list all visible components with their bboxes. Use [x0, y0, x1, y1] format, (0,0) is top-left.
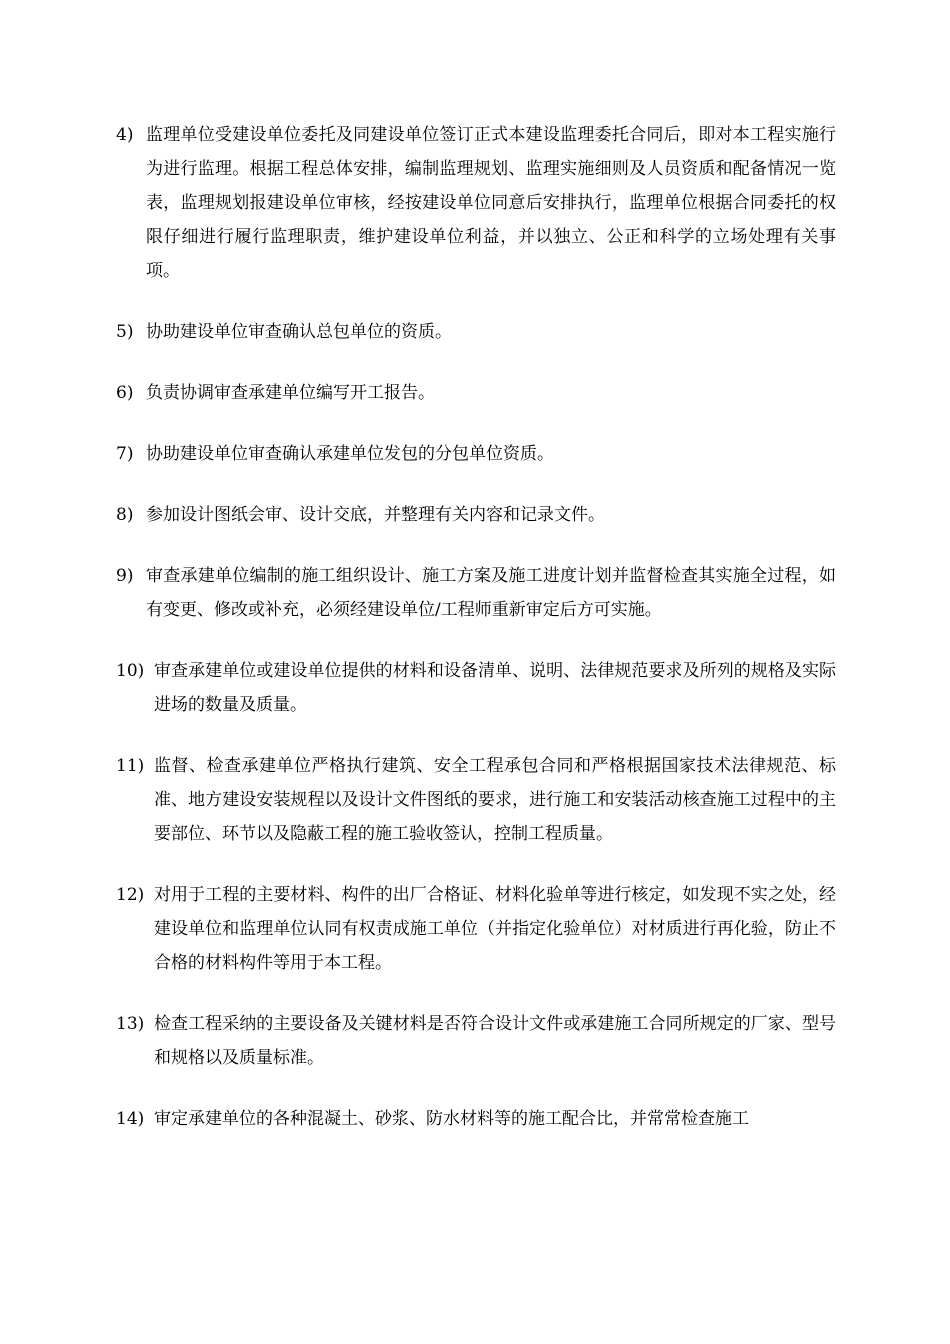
item-text: 审查承建单位或建设单位提供的材料和设备清单、说明、法律规范要求及所列的规格及实际进场的数量及质量。: [154, 661, 836, 715]
item-text: 检查工程采纳的主要设备及关键材料是否符合设计文件或承建施工合同所规定的厂家、型号和规格以及质量标准。: [154, 1014, 836, 1068]
list-item: [116, 1007, 836, 1075]
item-text: 监督、检查承建单位严格执行建筑、安全工程承包合同和严格根据国家技术法律规范、标准、地方建设安装规程以及设计文件图纸的要求，进行施工和安装活动核查施工过程中的主要部位、环节以及隐蔽工程的施工验收签认，控制工程质量。: [154, 756, 836, 844]
item-text: 负责协调审查承建单位编写开工报告。: [146, 383, 435, 403]
item-text: 审定承建单位的各种混凝土、砂浆、防水材料等的施工配合比，并常常检查施工: [154, 1109, 749, 1129]
list-item: [116, 498, 836, 532]
list-item: [116, 1102, 836, 1136]
item-text: 协助建设单位审查确认承建单位发包的分包单位资质。: [146, 444, 554, 464]
item-number: 6): [116, 383, 134, 403]
list-item: [116, 376, 836, 410]
item-number: 12): [116, 885, 145, 905]
item-number: 13): [116, 1014, 145, 1034]
list-item: [116, 559, 836, 627]
item-number: 9): [116, 566, 134, 586]
item-number: 4): [116, 125, 134, 145]
item-number: 7): [116, 444, 134, 464]
numbered-list: [116, 118, 836, 1163]
item-number: 5): [116, 322, 134, 342]
list-item: [116, 437, 836, 471]
item-number: 8): [116, 505, 134, 525]
item-number: 14): [116, 1109, 145, 1129]
item-text: 参加设计图纸会审、设计交底，并整理有关内容和记录文件。: [146, 505, 605, 525]
item-number: 10): [116, 661, 145, 681]
list-item: [116, 749, 836, 851]
list-item: [116, 315, 836, 349]
list-item: [116, 878, 836, 980]
item-text: 监理单位受建设单位委托及同建设单位签订正式本建设监理委托合同后，即对本工程实施行为进行监理。根据工程总体安排，编制监理规划、监理实施细则及人员资质和配备情况一览表，监理规划报建设单位审核，经按建设单位同意后安排执行，监理单位根据合同委托的权限仔细进行履行监理职责，维护建设单位利益，并以独立、公正和科学的立场处理有关事项。: [146, 125, 836, 281]
item-text: 协助建设单位审查确认总包单位的资质。: [146, 322, 452, 342]
item-text: 审查承建单位编制的施工组织设计、施工方案及施工进度计划并监督检查其实施全过程，如有变更、修改或补充，必须经建设单位/工程师重新审定后方可实施。: [146, 566, 836, 620]
item-text: 对用于工程的主要材料、构件的出厂合格证、材料化验单等进行核定，如发现不实之处，经建设单位和监理单位认同有权责成施工单位（并指定化验单位）对材质进行再化验，防止不合格的材料构件等用于本工程。: [154, 885, 836, 973]
item-number: 11): [116, 756, 145, 776]
list-item: [116, 118, 836, 288]
list-item: [116, 654, 836, 722]
